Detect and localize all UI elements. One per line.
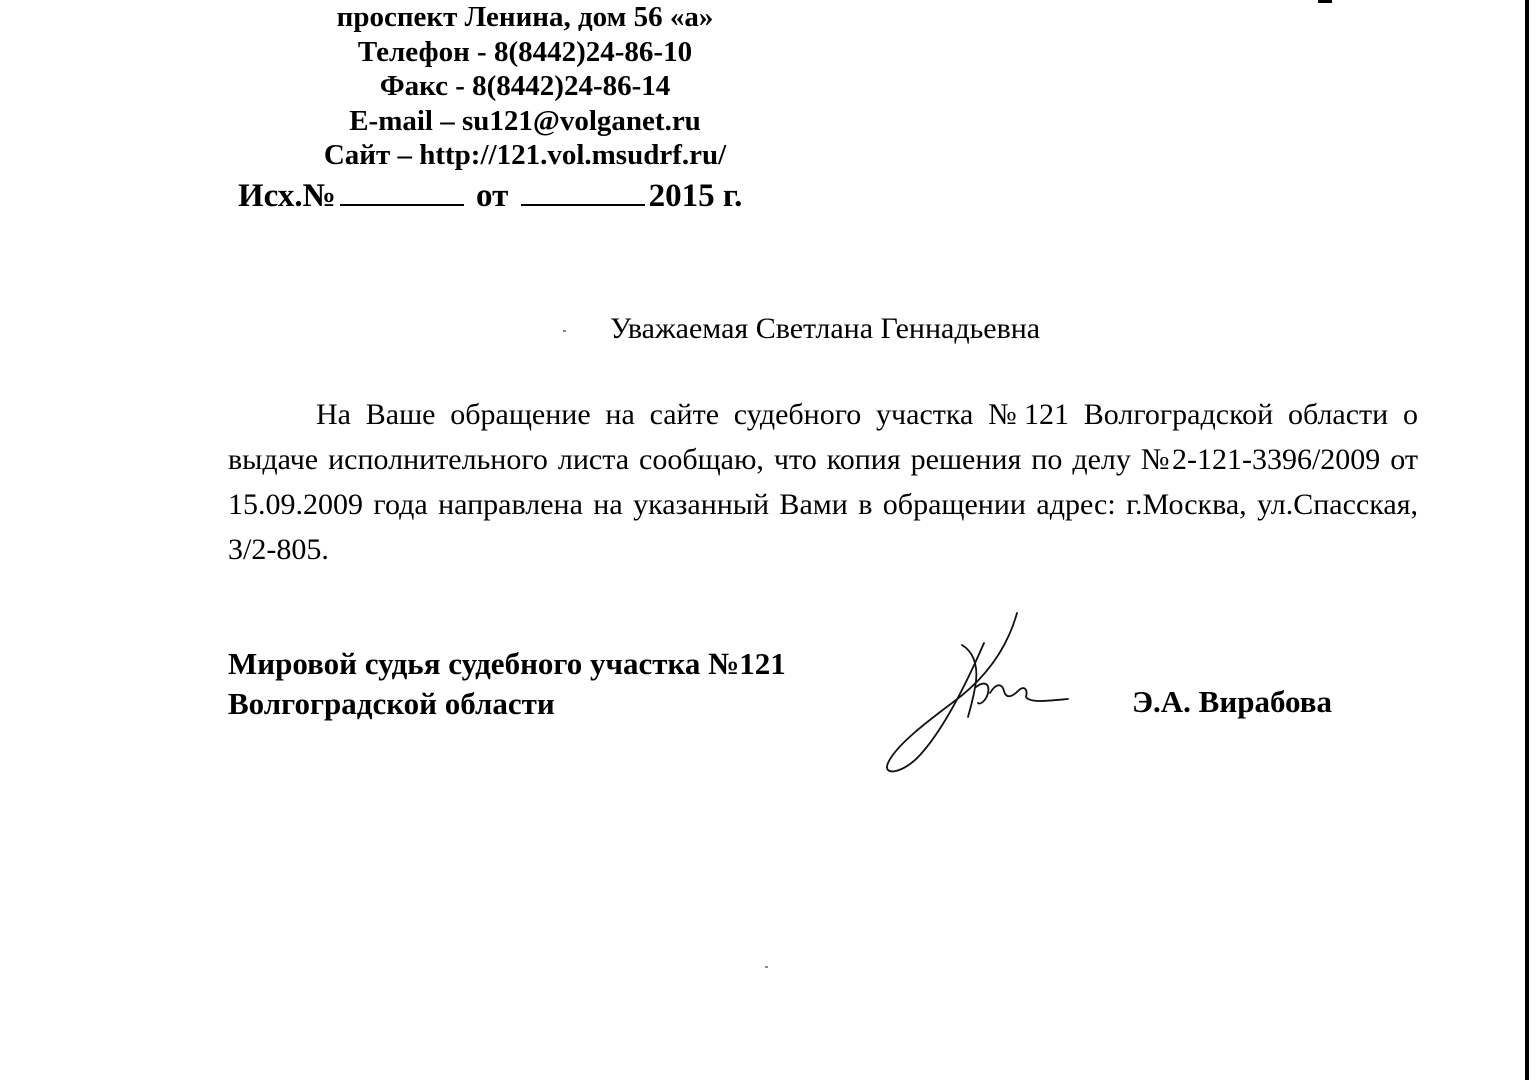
outgoing-number-blank xyxy=(340,178,464,206)
signatory-name: Э.А. Вирабова xyxy=(1132,684,1333,719)
court-fax: Факс - 8(8442)24-86-14 xyxy=(379,70,671,102)
court-email: E-mail – su121@volganet.ru xyxy=(349,104,701,137)
scan-artifact-mark xyxy=(1318,0,1332,3)
court-website: Сайт – http://121.vol.msudrf.ru/ xyxy=(323,139,727,171)
signatory-title-line-2: Волгоградской области xyxy=(228,686,555,721)
letter-body: На Ваше обращение на сайте судебного участка №121 Волгоградской области о выдаче исполнительного листа сообщаю, что копия решения по делу №2-121-3396/2009 от 15.09.2009 года направлена на указанный Вами в обращении адрес: г.Москва, ул.Спасская, 3/2-805. xyxy=(228,398,1418,566)
scan-border-edge xyxy=(1525,0,1529,1080)
handwritten-signature xyxy=(880,605,1080,780)
outgoing-date-blank xyxy=(521,178,645,206)
letterhead-contacts xyxy=(230,0,820,173)
signatory-title xyxy=(228,644,786,724)
outgoing-year: 2015 г. xyxy=(648,178,743,214)
court-phone: Телефон - 8(8442)24-86-10 xyxy=(357,35,693,68)
signatory-title-line-1: Мировой судья судебного участка №121 xyxy=(228,646,786,681)
scan-speck xyxy=(563,330,566,332)
outgoing-number-line xyxy=(238,178,742,215)
outgoing-date-label: от xyxy=(476,178,509,214)
outgoing-number-label: Исх.№ xyxy=(238,178,336,214)
salutation: Уважаемая Светлана Геннадьевна xyxy=(610,312,1041,345)
court-address: проспект Ленина, дом 56 «а» xyxy=(336,1,714,33)
scan-speck xyxy=(765,966,768,968)
